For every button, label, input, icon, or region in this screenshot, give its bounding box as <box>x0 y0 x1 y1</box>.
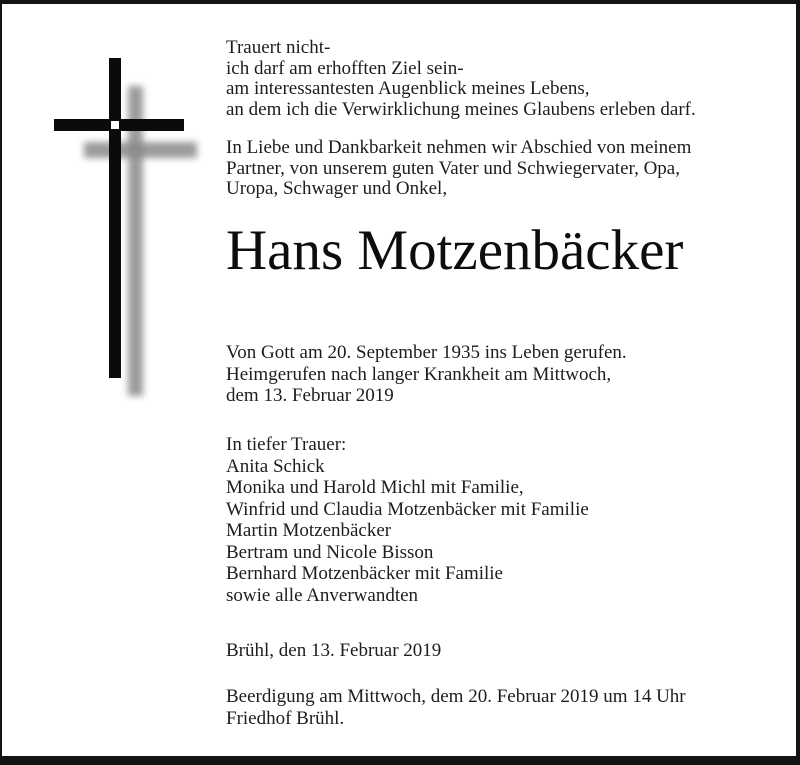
epigraph-line: Trauert nicht- <box>226 37 331 58</box>
intro-line: In Liebe und Dankbarkeit nehmen wir Abschied von meinem <box>226 137 692 158</box>
place-date: Brühl, den 13. Februar 2019 <box>226 640 442 661</box>
epigraph-line: am interessantesten Augenblick meines Lebens, <box>226 78 590 99</box>
mourner-line: Bernhard Motzenbäcker mit Familie <box>226 563 503 584</box>
deceased-name: Hans Motzenbäcker <box>226 219 684 282</box>
intro-text <box>226 138 691 200</box>
mourner-line: Monika und Harold Michl mit Familie, <box>226 477 524 498</box>
mourner-line: Anita Schick <box>226 455 325 477</box>
funeral-info <box>226 686 686 729</box>
mourning-cross-icon <box>0 0 220 420</box>
intro-line: Partner, von unserem guten Vater und Schwiegervater, Opa, <box>226 157 680 179</box>
cross-vertical-bar <box>109 58 121 378</box>
mourner-line: Winfrid und Claudia Motzenbäcker mit Familie <box>226 498 589 520</box>
mourner-line: Martin Motzenbäcker <box>226 520 392 541</box>
cross-shadow-horizontal-bar <box>84 142 197 158</box>
life-dates-line: dem 13. Februar 2019 <box>226 385 394 406</box>
mourners-list <box>226 434 589 606</box>
cross-horizontal-bar <box>54 119 184 131</box>
life-dates-line: Heimgerufen nach langer Krankheit am Mittwoch, <box>226 363 612 385</box>
life-dates <box>226 342 627 407</box>
life-dates-line: Von Gott am 20. September 1935 ins Leben gerufen. <box>226 342 627 363</box>
mourner-line: sowie alle Anverwandten <box>226 584 419 606</box>
cross-shadow-vertical-bar <box>128 86 143 396</box>
mourner-line: Bertram und Nicole Bisson <box>226 541 434 563</box>
funeral-line: Beerdigung am Mittwoch, dem 20. Februar 2019 um 14 Uhr <box>226 686 686 707</box>
intro-line: Uropa, Schwager und Onkel, <box>226 178 448 199</box>
epigraph-line: ich darf am erhofften Ziel sein- <box>226 57 464 79</box>
mourners-heading: In tiefer Trauer: <box>226 434 347 455</box>
funeral-line: Friedhof Brühl. <box>226 707 345 729</box>
epigraph <box>226 38 696 120</box>
cross-center-square <box>111 121 119 129</box>
epigraph-line: an dem ich die Verwirklichung meines Glaubens erleben darf. <box>226 98 696 120</box>
